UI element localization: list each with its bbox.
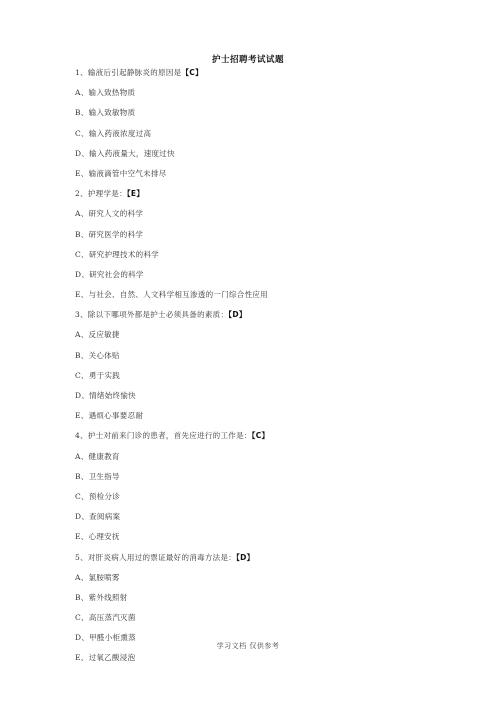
question-stem	[75, 429, 455, 449]
line-text: E、遇烦心事要忍耐	[75, 411, 144, 421]
answer-option	[75, 147, 455, 167]
answer-option	[75, 450, 455, 470]
line-text: E、输液滴管中空气未排尽	[75, 168, 167, 178]
answer-option	[75, 389, 455, 409]
line-text: 1、输液后引起静脉炎的原因是	[75, 68, 182, 77]
question-stem	[75, 187, 455, 207]
line-text: D、甲醛小柜熏蒸	[75, 633, 136, 643]
line-text: B、紫外线照射	[75, 592, 128, 602]
line-text: C、预检分诊	[75, 491, 121, 501]
answer-option	[75, 530, 455, 550]
line-text: E、过氧乙酸浸泡	[75, 653, 136, 663]
answer-option	[75, 510, 455, 530]
correct-answer-label: 【E】	[126, 189, 145, 199]
line-text: 3、除以下哪项外都是护士必须具备的素质：	[75, 310, 229, 320]
answer-option	[75, 611, 455, 631]
line-text: B、输入致敏物质	[75, 108, 136, 118]
line-text: 5、对肝炎病人用过的票证最好的消毒方法是：	[75, 552, 237, 562]
page-footer: 学习文档 仅供参考	[216, 642, 280, 650]
line-text: A、健康教育	[75, 451, 120, 461]
answer-option	[75, 106, 455, 126]
line-text: D、研究社会的科学	[75, 269, 144, 279]
line-text: A、反应敏捷	[75, 330, 120, 340]
line-text: C、高压蒸汽灭菌	[75, 613, 136, 623]
question-stem	[75, 308, 455, 328]
question-stem	[75, 66, 455, 86]
line-text: C、输入药液浓度过高	[75, 128, 152, 138]
answer-option	[75, 591, 455, 611]
answer-option	[75, 86, 455, 106]
line-text: B、研究医学的科学	[75, 229, 144, 239]
answer-option	[75, 409, 455, 429]
line-text: C、勇于实践	[75, 370, 121, 380]
answer-option	[75, 328, 455, 348]
line-text: 2、护理学是：	[75, 189, 127, 199]
answer-option	[75, 490, 455, 510]
answer-option	[75, 127, 455, 147]
correct-answer-label: 【D】	[236, 552, 255, 562]
correct-answer-label: 【C】	[251, 431, 270, 441]
correct-answer-label: 【D】	[228, 310, 247, 320]
answer-option	[75, 651, 455, 671]
answer-option	[75, 167, 455, 187]
answer-option	[75, 248, 455, 268]
correct-answer-label: 【C】	[181, 68, 203, 77]
line-text: A、氯胺喷雾	[75, 572, 120, 582]
question-list	[75, 66, 455, 672]
answer-option	[75, 288, 455, 308]
line-text: B、关心体贴	[75, 350, 120, 360]
answer-option	[75, 349, 455, 369]
line-text: A、输入致热物质	[75, 88, 136, 98]
answer-option	[75, 228, 455, 248]
document-title: 护士招聘考试试题	[211, 55, 284, 65]
question-stem	[75, 551, 455, 571]
answer-option	[75, 470, 455, 490]
line-text: C、研究护理技术的科学	[75, 249, 160, 259]
line-text: D、情绪始终愉快	[75, 391, 136, 400]
answer-option	[75, 369, 455, 389]
answer-option	[75, 571, 455, 591]
answer-option	[75, 268, 455, 288]
line-text: D、查阅病案	[75, 512, 121, 522]
line-text: D、输入药液量大，速度过快	[75, 148, 175, 158]
line-text: E、与社会、自然、人文科学相互渗透的一门综合性应用	[75, 290, 268, 300]
line-text: B、卫生指导	[75, 471, 120, 481]
line-text: 4、护士对前来门诊的患者，首先应进行的工作是：	[75, 431, 252, 441]
line-text: E、心理安抚	[75, 532, 120, 542]
answer-option	[75, 207, 455, 227]
line-text: A、研究人文的科学	[75, 209, 144, 219]
